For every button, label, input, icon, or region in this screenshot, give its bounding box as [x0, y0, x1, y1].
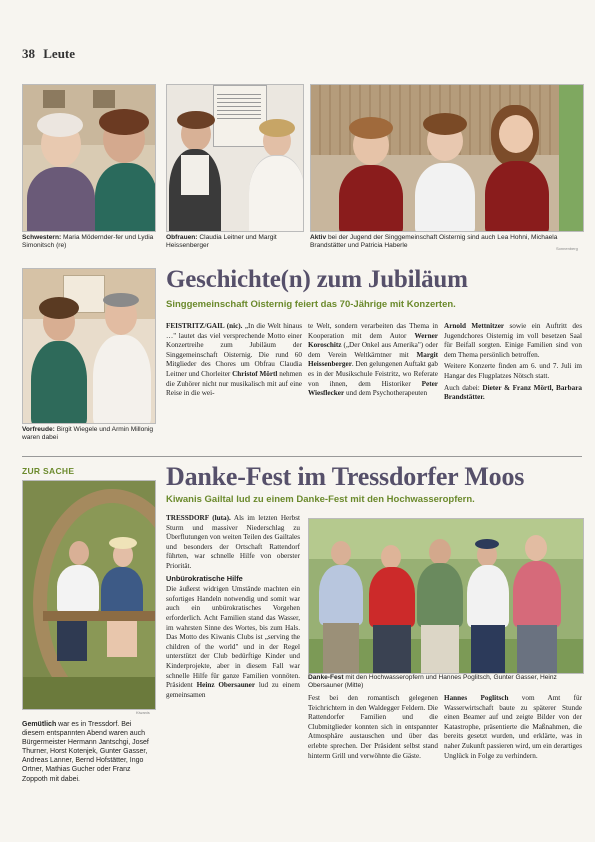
photo-chair-women: [166, 84, 304, 232]
section-name: Leute: [43, 46, 76, 61]
page-number: 38: [22, 46, 35, 61]
photo-sisters: [22, 84, 156, 232]
article2-headline: Danke-Fest im Tressdorfer Moos: [166, 462, 525, 491]
photo-anticipation: [22, 268, 156, 424]
article1-col3: Arnold Mettnitzer sowie ein Auftritt des Jugendchores Oisternig im voll besetzen Saal für Beifall sorgten. Einige Familien sind von dem Thema persönlich betroffen. Weitere Konzerte finden am 6. und 7. Juli im Hangar des Flugplatzes Nötsch statt. Auch dabei: Dieter & Franz Mörtl, Barbara Brandstätter.: [444, 322, 582, 402]
article2-col1: TRESSDORF (luta). Als im letzten Herbst Sturm und massiver Niederschlag zu Überflutungen von weiten Teilen des Gailtales und besonders der Ortschaft Rattendorf führten, war schnelle Hilfe von oberster Priorität. Unbürokratische Hilfe Die äußerst widrigen Umstände machten ein sofortiges Handeln notwendig und somit war auch ein unbürokratisches Vorgehen erforderlich. Acht Familien stand das Wasser, im wahrsten Sinne des Wortes, bis zum Hals. Das Motto des Kiwanis Clubs ist „serving the children of the world" und in der Regel unterstützt der Club bedürftige Kinder und Kinderprojekte, aber in diesem Fall war schnelle Hilfe für ganze Familien vonnöten. Präsident Heinz Obersauner lud zu einem gemeinsamen: [166, 514, 300, 699]
article1-col1: FEISTRITZ/GAIL (nic). „In die Welt hinaus …" lautet das viel versprechende Motto einer Konzertreihe zum Jubiläum der Singgemeinschaft Oisternig. Die rund 60 Mitglieder des Chores um Obfrau Claudia Leitner und Chorleiter Christof Mörtl nehmen die Zuhörer nicht nur musikalisch mit auf eine Reise in die wei-: [166, 322, 302, 398]
photo-youth-choir: [310, 84, 584, 232]
caption-anticipation: Vorfreude: Birgit Wiegele und Armin Millonig waren dabei: [22, 426, 154, 442]
page-header: [22, 46, 80, 62]
article1-headline: Geschichte(n) zum Jubiläum: [166, 266, 468, 293]
article2-subheadline: Kiwanis Gailtal lud zu einem Danke-Fest mit den Hochwasseropfern.: [166, 494, 475, 505]
caption-sisters: Schwestern: Maria Mödernder-fer und Lydia Simonitsch (re): [22, 234, 154, 250]
article1-subheadline: Singgemeinschaft Oisternig feiert das 70-Jährige mit Konzerten.: [166, 299, 456, 310]
caption-danke-fest: Danke-Fest mit den Hochwasseropfern und Hannes Poglitsch, Gunter Gasser, Heinz Obersauner (Mitte): [308, 674, 557, 690]
credit-bench: Kiwanis: [136, 710, 150, 715]
photo-bench: [22, 480, 156, 710]
credit-youth-choir: Sonnenberg: [556, 246, 578, 251]
photo-danke-fest: [308, 518, 584, 674]
article2-col3: Hannes Poglitsch vom Amt für Wasserwirtschaft baute zu späterer Stunde einen Beamer auf und zeigte Bilder von der Katastrophe, präsentierte die Maßnahmen, die bereits gesetzt wurden, und erklärte, was in naher Zukunft passieren wird, um ein derartiges Unglück in Folge zu verhindern.: [444, 694, 582, 760]
section-divider: [22, 456, 582, 457]
caption-bench: Gemütlich war es in Tressdorf. Bei diesem entspannten Abend waren auch Bürgermeister Hermann Jantschgi, Josef Thurner, Horst Kotenjek, Gunter Gasser, Andreas Lanner, Bernd Hofstätter, Ingo Ortner, Mathias Gucher oder Franz Zoppoth mit dabei.: [22, 721, 149, 783]
article1-col2: te Welt, sondern verarbeiten das Thema in Kooperation mit dem Autor Werner Koroschitz („Der Onkel aus Amerika") oder dem Verein Weltkärntner mit Margit Heissenberger. Den gelungenen Auftakt gab es in der Musikschule Feistritz, wo Referate von ihnen, dem Historiker Peter Wiesflecker und dem Psychotherapeuten: [308, 322, 438, 398]
zur-sache-label: ZUR SACHE: [22, 466, 75, 476]
caption-chair-women: Obfrauen: Claudia Leitner und Margit Heissenberger: [166, 234, 277, 250]
article2-col2: Fest bei den romantisch gelegenen Teichrichtern in den Waldegger Feldern. Die Rattendorfer Familien und die Clubmitglieder konnten sich in entspannter Atmosphäre austauschen und über das erlebte sprechen. Der Präsident selbst stand hinterm Grill und verwöhnte die Gäste.: [308, 694, 438, 760]
caption-youth-choir: Aktiv bei der Jugend der Singgemeinschaft Oisternig sind auch Lea Hohni, Michaela Brandstätter und Patricia Haberle: [310, 234, 558, 250]
